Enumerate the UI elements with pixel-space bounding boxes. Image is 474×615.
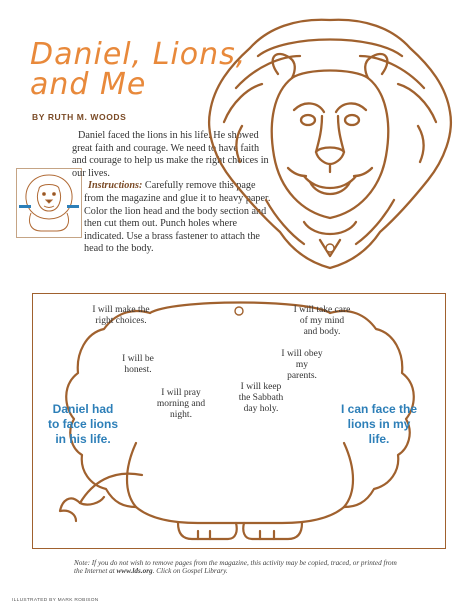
intro-body: Daniel faced the lions in his life. He showed great faith and courage. We need to have faith and courage to help us make the right choices in our lives. bbox=[72, 130, 269, 179]
bubble-be-honest: I will be honest. bbox=[122, 354, 154, 375]
note-prefix: Note: If you do not wish to remove pages from the magazine, this activity may be copied, traced, or printed from the Internet at bbox=[74, 559, 397, 576]
illustration-credit: ILLUSTRATED BY MARK ROBISON bbox=[12, 598, 99, 603]
note-suffix: . Click on Gospel Library. bbox=[152, 567, 228, 576]
bubble-mind-body: I will take care of my mind and body. bbox=[293, 305, 351, 337]
bubble-pray: I will pray morning and night. bbox=[156, 388, 206, 420]
note-url: www.lds.org bbox=[116, 567, 153, 576]
lion-head-illustration bbox=[196, 12, 464, 280]
article-title: Daniel, Lions, and Me bbox=[30, 37, 247, 102]
bubble-right-choices: I will make the right choices. bbox=[92, 305, 150, 326]
caption-me: I can face the lions in my life. bbox=[340, 402, 418, 446]
reprint-note bbox=[74, 559, 404, 576]
caption-daniel: Daniel had to face lions in his life. bbox=[48, 402, 119, 446]
bubble-sabbath: I will keep the Sabbath day holy. bbox=[238, 382, 284, 414]
instructions-body: Carefully remove this page from the magazine and glue it to heavy paper. Color the lion head and the body section and then cut them out. Punch holes where indicated. Use a brass fastener to attach the head to the body. bbox=[84, 180, 271, 255]
punch-hole-icon bbox=[326, 244, 334, 252]
fastener-hole-icon bbox=[235, 307, 243, 315]
byline: BY RUTH M. WOODS bbox=[32, 112, 127, 122]
instructions-label: Instructions: bbox=[88, 180, 143, 192]
bubble-obey-parents: I will obey my parents. bbox=[281, 349, 323, 381]
